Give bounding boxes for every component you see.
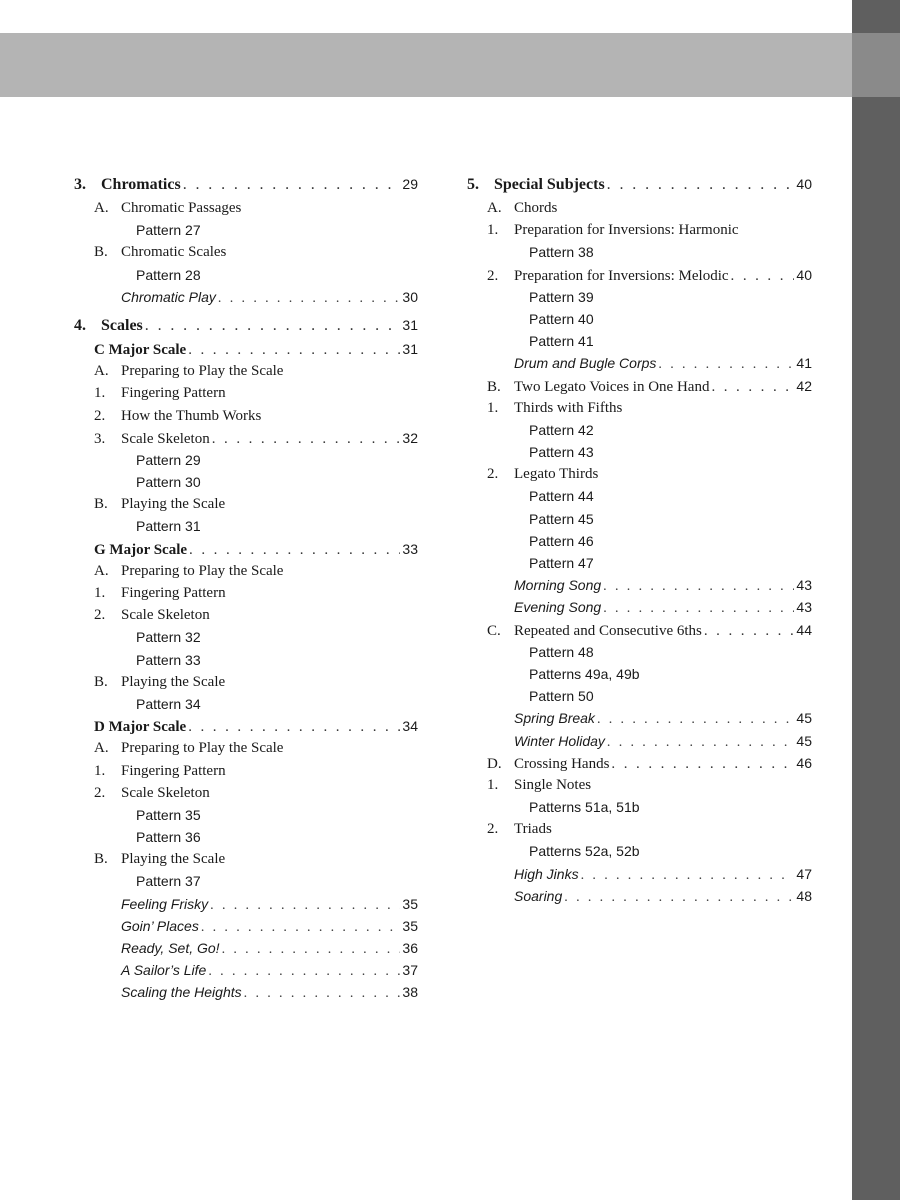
toc-entry-label	[467, 641, 594, 663]
toc-entry-label	[467, 330, 594, 352]
toc-entry-number: 2.	[94, 607, 106, 624]
toc-entry-label	[467, 441, 594, 463]
toc-entry-title: Pattern 47	[529, 555, 594, 571]
toc-entry-label	[74, 172, 181, 198]
toc-entry-title: Pattern 44	[529, 488, 594, 505]
toc-entry-pattern	[74, 515, 418, 537]
toc-entry-number: A.	[94, 740, 109, 757]
dot-leader	[711, 376, 794, 398]
toc-entry-item	[74, 848, 418, 870]
toc-entry-label	[467, 172, 605, 198]
toc-entry-label	[467, 286, 594, 308]
toc-entry-label	[74, 848, 225, 870]
toc-entry-item	[74, 493, 418, 515]
toc-entry-pattern	[467, 485, 812, 507]
toc-entry-number: C.	[487, 622, 501, 639]
toc-entry-item	[74, 604, 418, 626]
toc-entry-label	[467, 574, 601, 596]
toc-entry-label	[74, 286, 216, 308]
header-band	[0, 33, 852, 97]
toc-entry-title: Feeling Frisky	[121, 895, 209, 912]
toc-entry-pattern	[74, 870, 418, 892]
toc-entry-pattern	[74, 826, 418, 848]
toc-entry-item	[74, 241, 418, 263]
toc-entry-item	[74, 671, 418, 693]
toc-entry-number: 4.	[74, 316, 86, 334]
toc-entry-title: Repeated and Consecutive 6ths	[514, 622, 702, 639]
toc-entry-number: 2.	[94, 784, 106, 801]
toc-entry-title: Triads	[514, 821, 552, 838]
toc-entry-item	[467, 197, 812, 219]
dot-leader	[603, 576, 794, 598]
toc-entry-number: B.	[94, 851, 108, 868]
toc-entry-label	[467, 197, 557, 219]
toc-entry-title: Chromatic Play	[121, 288, 216, 305]
toc-entry-label	[74, 313, 143, 339]
toc-entry-title: Preparation for Inversions: Melodic	[514, 267, 729, 284]
toc-entry-title: Winter Holiday	[514, 732, 605, 749]
toc-entry-label	[467, 863, 579, 885]
dot-leader	[145, 313, 401, 339]
dot-leader	[188, 716, 400, 738]
dot-leader	[607, 172, 795, 198]
toc-entry-pattern	[467, 552, 812, 574]
toc-entry-label	[467, 730, 605, 752]
toc-entry-item	[467, 264, 812, 286]
toc-page-number: 32	[402, 429, 418, 446]
toc-entry-pattern	[467, 663, 812, 685]
toc-entry-label	[467, 508, 594, 530]
toc-entry-title: Morning Song	[514, 577, 602, 594]
toc-entry-title: Pattern 34	[136, 695, 201, 712]
toc-entry-label	[74, 737, 283, 759]
toc-entry-title: Pattern 43	[529, 444, 594, 461]
toc-entry-label	[74, 471, 201, 493]
toc-entry-title: Pattern 27	[136, 222, 201, 239]
toc-entry-pattern	[467, 241, 812, 263]
toc-entry-label	[74, 893, 208, 915]
toc-entry-number: 1.	[94, 585, 106, 601]
dot-leader	[603, 598, 794, 620]
toc-entry-title: Thirds with Fifths	[514, 399, 623, 416]
dot-leader	[183, 172, 401, 198]
toc-entry-item	[74, 560, 418, 582]
dot-leader	[210, 895, 400, 917]
toc-entry-item	[74, 582, 418, 604]
toc-entry-label	[74, 428, 210, 450]
toc-entry-label	[467, 620, 702, 642]
toc-entry-pattern	[467, 508, 812, 530]
toc-entry-label	[74, 339, 186, 361]
toc-entry-title: Pattern 38	[529, 244, 594, 261]
dot-leader	[188, 339, 400, 361]
dot-leader	[201, 917, 401, 939]
toc-entry-title: Goin’ Places	[121, 917, 199, 934]
toc-entry-title: Legato Thirds	[514, 466, 599, 483]
toc-entry-title: Scaling the Heights	[121, 984, 242, 1001]
toc-entry-title: Pattern 37	[136, 873, 201, 890]
toc-entry-label	[467, 308, 594, 330]
toc-left-column	[74, 171, 418, 1004]
toc-entry-label	[74, 693, 201, 715]
toc-entry-title: High Jinks	[514, 865, 579, 882]
toc-entry-song	[74, 937, 418, 959]
dot-leader	[222, 939, 401, 961]
toc-entry-number: 1.	[487, 222, 499, 239]
toc-entry-title: Playing the Scale	[121, 496, 226, 513]
toc-entry-label	[467, 707, 595, 729]
toc-entry-song	[467, 885, 812, 907]
toc-entry-item	[74, 405, 418, 427]
toc-entry-number: 3.	[94, 430, 106, 447]
toc-entry-number: 1.	[94, 762, 106, 779]
toc-entry-item	[74, 360, 418, 382]
toc-entry-item	[467, 619, 812, 641]
toc-entry-section	[467, 171, 812, 197]
dot-leader	[597, 709, 794, 731]
toc-entry-number: B.	[94, 244, 108, 261]
toc-entry-number: A.	[94, 200, 109, 216]
toc-entry-label	[74, 360, 283, 382]
toc-entry-pattern	[467, 308, 812, 330]
toc-entry-label	[74, 760, 226, 782]
toc-entry-title: Pattern 40	[529, 310, 594, 327]
toc-entry-label	[74, 716, 186, 738]
toc-entry-title: Chromatic Passages	[121, 200, 242, 216]
toc-page-number: 35	[402, 917, 418, 934]
toc-entry-song	[74, 981, 418, 1003]
toc-page-number: 41	[796, 355, 812, 372]
toc-entry-label	[74, 826, 201, 848]
toc-entry-label	[74, 804, 201, 826]
toc-entry-title: Playing the Scale	[121, 851, 226, 868]
side-strip-tab	[852, 33, 900, 97]
toc-entry-label	[74, 959, 206, 981]
toc-entry-label	[467, 685, 594, 707]
toc-entry-number: 1.	[94, 385, 106, 402]
toc-entry-label	[467, 485, 594, 507]
toc-entry-label	[467, 352, 656, 374]
toc-entry-title: Drum and Bugle Corps	[514, 355, 657, 372]
toc-entry-label	[74, 981, 242, 1003]
toc-entry-label	[467, 753, 609, 775]
toc-entry-number: 2.	[94, 407, 106, 424]
toc-entry-item	[74, 782, 418, 804]
toc-page-number: 43	[796, 577, 812, 594]
toc-entry-sub	[74, 715, 418, 737]
toc-entry-song	[74, 959, 418, 981]
toc-entry-number: 2.	[487, 466, 499, 483]
toc-entry-label	[74, 560, 283, 582]
toc-entry-pattern	[74, 693, 418, 715]
toc-entry-label	[467, 419, 594, 441]
toc-entry-sub	[74, 538, 418, 560]
toc-entry-song	[467, 596, 812, 618]
toc-entry-title: Fingering Pattern	[121, 762, 226, 779]
toc-entry-title: Patterns 52a, 52b	[529, 843, 640, 860]
toc-entry-label	[74, 197, 241, 219]
dot-leader	[731, 265, 795, 287]
toc-entry-number: 1.	[487, 776, 499, 793]
toc-entry-title: Scale Skeleton	[121, 430, 210, 447]
toc-entry-section	[74, 312, 418, 338]
toc-entry-label	[74, 241, 226, 263]
toc-page-number: 36	[402, 940, 418, 956]
toc-entry-pattern	[74, 449, 418, 471]
toc-entry-number: 1.	[487, 399, 499, 416]
toc-page-number: 45	[796, 710, 812, 727]
toc-entry-title: Ready, Set, Go!	[121, 940, 220, 956]
toc-entry-title: Fingering Pattern	[121, 585, 226, 601]
toc-entry-label	[74, 219, 201, 241]
toc-entry-number: 3.	[74, 176, 86, 193]
toc-entry-song	[74, 915, 418, 937]
toc-entry-song	[74, 286, 418, 308]
toc-entry-title: Pattern 32	[136, 629, 201, 646]
toc-entry-label	[74, 671, 225, 693]
toc-entry-label	[74, 915, 199, 937]
toc-entry-item	[74, 427, 418, 449]
toc-entry-number: 5.	[467, 176, 479, 193]
toc-entry-title: Patterns 51a, 51b	[529, 799, 640, 816]
toc-entry-label	[467, 596, 601, 618]
toc-entry-label	[74, 782, 210, 804]
toc-entry-title: A Sailor’s Life	[121, 962, 207, 979]
toc-entry-pattern	[467, 840, 812, 862]
toc-entry-song	[74, 893, 418, 915]
toc-entry-number: B.	[487, 378, 501, 395]
toc-entry-title: G Major Scale	[94, 541, 188, 558]
toc-entry-title: Pattern 45	[529, 510, 594, 527]
toc-entry-pattern	[467, 419, 812, 441]
toc-entry-pattern	[467, 441, 812, 463]
toc-entry-pattern	[74, 264, 418, 286]
toc-entry-title: Chromatic Scales	[121, 244, 227, 261]
toc-entry-item	[467, 752, 812, 774]
toc-entry-title: Preparing to Play the Scale	[121, 562, 284, 579]
toc-page-number: 46	[796, 754, 812, 771]
toc-entry-title: Pattern 31	[136, 518, 201, 535]
toc-entry-label	[467, 265, 729, 287]
dot-leader	[611, 753, 794, 775]
toc-entry-label	[74, 937, 220, 959]
dot-leader	[212, 428, 401, 450]
toc-entry-label	[74, 405, 261, 427]
toc-page-number: 40	[796, 176, 812, 192]
dot-leader	[218, 288, 401, 310]
dot-leader	[208, 961, 400, 983]
toc-entry-title: Pattern 39	[529, 288, 594, 305]
toc-entry-pattern	[74, 804, 418, 826]
toc-entry-item	[467, 774, 812, 796]
toc-entry-pattern	[467, 641, 812, 663]
toc-entry-item	[467, 818, 812, 840]
dot-leader	[658, 354, 794, 376]
toc-entry-pattern	[74, 471, 418, 493]
toc-entry-label	[74, 264, 201, 286]
toc-entry-label	[74, 449, 201, 471]
toc-entry-title: Chromatics	[101, 176, 181, 193]
toc-entry-item	[74, 197, 418, 219]
toc-entry-title: Pattern 29	[136, 451, 201, 468]
toc-page-number: 31	[402, 316, 418, 333]
toc-entry-title: Chords	[514, 200, 558, 216]
toc-entry-item	[74, 382, 418, 404]
toc-page-number: 33	[402, 540, 418, 557]
toc-entry-number: A.	[94, 363, 109, 380]
toc-entry-song	[467, 730, 812, 752]
toc-entry-label	[467, 840, 640, 862]
toc-entry-title: Two Legato Voices in One Hand	[514, 378, 710, 395]
toc-entry-label	[467, 796, 640, 818]
toc-entry-sub	[74, 338, 418, 360]
toc-entry-pattern	[467, 330, 812, 352]
toc-entry-item	[74, 760, 418, 782]
toc-entry-label	[467, 376, 709, 398]
toc-entry-label	[74, 649, 201, 671]
dot-leader	[581, 865, 795, 887]
toc-entry-title: C Major Scale	[94, 341, 187, 358]
toc-entry-item	[467, 463, 812, 485]
toc-page-number: 35	[402, 895, 418, 912]
toc-entry-number: A.	[94, 562, 109, 579]
toc-page-number: 45	[796, 732, 812, 749]
toc-entry-title: How the Thumb Works	[121, 407, 262, 424]
toc-entry-label	[74, 604, 210, 626]
toc-entry-pattern	[74, 626, 418, 648]
toc-entry-title: Scales	[101, 316, 143, 334]
toc-page-number: 42	[796, 377, 812, 394]
toc-entry-title: Pattern 48	[529, 643, 594, 660]
toc-entry-title: Pattern 50	[529, 688, 594, 705]
toc-page-number: 31	[402, 340, 418, 357]
toc-page-number: 47	[796, 865, 812, 882]
toc-entry-label	[467, 241, 594, 263]
toc-entry-label	[74, 870, 201, 892]
toc-entry-item	[467, 375, 812, 397]
toc-entry-label	[467, 885, 562, 907]
toc-entry-label	[74, 382, 226, 404]
toc-entry-title: Pattern 42	[529, 421, 594, 438]
toc-page-number: 37	[402, 962, 418, 979]
toc-entry-label	[74, 515, 201, 537]
toc-entry-label	[467, 663, 640, 685]
toc-entry-label	[467, 552, 594, 574]
toc-entry-pattern	[467, 286, 812, 308]
toc-entry-item	[467, 397, 812, 419]
toc-entry-number: B.	[94, 673, 108, 690]
toc-entry-label	[74, 493, 225, 515]
toc-page-number: 48	[796, 887, 812, 904]
toc-entry-number: A.	[487, 200, 502, 216]
toc-page-number: 38	[402, 984, 418, 1001]
toc-right-column	[467, 171, 812, 907]
toc-entry-title: Pattern 33	[136, 651, 201, 668]
toc-entry-title: Pattern 35	[136, 806, 201, 823]
toc-entry-title: Scale Skeleton	[121, 607, 210, 624]
toc-entry-item	[467, 219, 812, 241]
toc-entry-title: Pattern 36	[136, 829, 201, 846]
toc-entry-label	[467, 397, 622, 419]
toc-entry-label	[467, 463, 598, 485]
toc-page-number: 43	[796, 599, 812, 616]
toc-entry-title: Fingering Pattern	[121, 385, 226, 402]
toc-entry-title: Spring Break	[514, 710, 595, 727]
toc-entry-title: Single Notes	[514, 776, 592, 793]
toc-entry-title: Preparing to Play the Scale	[121, 363, 284, 380]
toc-page-number: 40	[796, 266, 812, 283]
toc-page-number: 44	[796, 621, 812, 638]
dot-leader	[607, 732, 795, 754]
toc-entry-label	[467, 774, 591, 796]
toc-entry-title: Preparation for Inversions: Harmonic	[514, 222, 739, 239]
toc-entry-title: Preparing to Play the Scale	[121, 740, 284, 757]
toc-entry-number: D.	[487, 755, 502, 772]
toc-entry-title: Playing the Scale	[121, 673, 226, 690]
toc-entry-pattern	[467, 796, 812, 818]
toc-entry-title: Crossing Hands	[514, 755, 610, 772]
toc-entry-label	[467, 219, 739, 241]
dot-leader	[704, 620, 795, 642]
toc-page-number: 30	[402, 288, 418, 305]
toc-entry-pattern	[74, 649, 418, 671]
toc-entry-pattern	[467, 685, 812, 707]
toc-entry-pattern	[74, 219, 418, 241]
toc-entry-label	[467, 530, 594, 552]
toc-entry-title: Soaring	[514, 887, 563, 904]
dot-leader	[244, 983, 401, 1005]
side-strip	[852, 0, 900, 1200]
toc-entry-pattern	[467, 530, 812, 552]
toc-entry-title: Patterns 49a, 49b	[529, 665, 640, 682]
toc-entry-title: Scale Skeleton	[121, 784, 210, 801]
toc-entry-title: Pattern 30	[136, 474, 201, 491]
toc-entry-title: Pattern 28	[136, 266, 201, 283]
toc-entry-song	[467, 574, 812, 596]
toc-entry-title: Pattern 46	[529, 532, 594, 549]
toc-entry-label	[74, 626, 201, 648]
toc-entry-label	[74, 539, 187, 561]
toc-entry-item	[74, 737, 418, 759]
toc-entry-song	[467, 707, 812, 729]
toc-entry-song	[467, 352, 812, 374]
toc-entry-title: Evening Song	[514, 599, 602, 616]
toc-entry-section	[74, 171, 418, 197]
toc-entry-label	[74, 582, 226, 604]
toc-entry-number: 2.	[487, 267, 499, 284]
toc-entry-title: Special Subjects	[494, 176, 605, 193]
toc-entry-label	[467, 818, 552, 840]
toc-page-number: 34	[402, 718, 418, 735]
toc-entry-number: 2.	[487, 821, 499, 838]
toc-entry-title: Pattern 41	[529, 333, 594, 350]
dot-leader	[564, 887, 794, 909]
toc-page-number: 29	[402, 176, 418, 192]
dot-leader	[189, 539, 400, 561]
toc-entry-song	[467, 863, 812, 885]
toc-entry-number: B.	[94, 496, 108, 513]
toc-entry-title: D Major Scale	[94, 719, 187, 736]
